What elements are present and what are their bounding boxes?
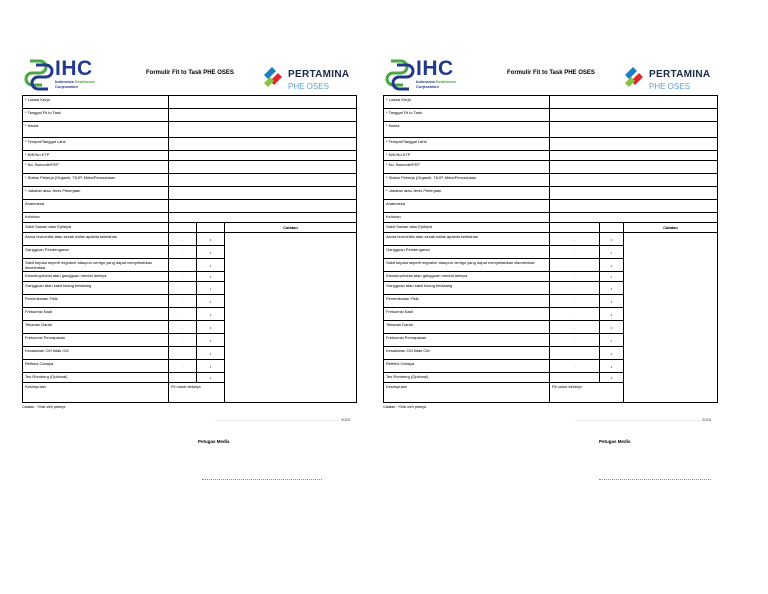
field-value[interactable] xyxy=(550,213,718,223)
check-label: Pemeriksaan Fisik xyxy=(384,295,550,308)
field-label: * No. Barcode/FEP xyxy=(23,161,169,174)
field-value[interactable] xyxy=(169,122,357,138)
field-value[interactable] xyxy=(550,109,718,122)
check-cell[interactable]: . xyxy=(550,347,600,360)
check-cell[interactable]: • xyxy=(197,321,225,334)
fit-to-task-table xyxy=(383,95,718,403)
check-cell[interactable]: . xyxy=(550,246,600,259)
table-row xyxy=(384,138,718,151)
check-cell[interactable]: • xyxy=(197,282,225,295)
check-cell[interactable]: • xyxy=(197,295,225,308)
check-cell[interactable]: . xyxy=(550,259,600,272)
check-cell[interactable]: • xyxy=(197,373,225,383)
table-row xyxy=(384,109,718,122)
field-value[interactable] xyxy=(169,96,357,109)
table-row xyxy=(384,213,718,223)
check-label: Sakit kepala seperti migraine ataupun vertigo yang dapat menyebabkan disorientasi xyxy=(23,259,169,272)
check-cell[interactable]: • xyxy=(600,334,624,347)
table-row xyxy=(23,233,357,246)
check-label: Gangguan atau sakit tulang belakang xyxy=(384,282,550,295)
check-cell[interactable]: . xyxy=(169,295,197,308)
ihc-wordmark: IHC xyxy=(416,57,454,80)
form-title: Formulir Fit to Task PHE OSES xyxy=(507,70,595,76)
check-cell[interactable] xyxy=(169,223,197,233)
check-cell[interactable]: • xyxy=(600,246,624,259)
pertamina-wordmark: PERTAMINA xyxy=(649,69,711,80)
check-label: Klaustrophobia atau gangguan mental lainnya xyxy=(23,272,169,282)
fit-option[interactable]: Fit untuk bekerja xyxy=(550,383,624,403)
table-row xyxy=(23,187,357,200)
table-row xyxy=(23,161,357,174)
table-row xyxy=(384,174,718,187)
check-cell[interactable]: • xyxy=(197,308,225,321)
pertamina-subtitle: PHE OSES xyxy=(649,82,690,91)
table-row xyxy=(384,200,718,213)
table-row xyxy=(23,174,357,187)
table-row xyxy=(23,96,357,109)
field-label: Keluhan xyxy=(384,213,550,223)
fit-option[interactable]: Fit untuk bekerja xyxy=(169,383,225,403)
date-line[interactable]: .............................................................................. 2023 xyxy=(575,417,711,422)
form-right xyxy=(383,58,717,483)
kesimpulan-label: Kesimpulan xyxy=(384,383,550,403)
footnote: Catatan : *Diisi oleh pekerja xyxy=(383,405,427,409)
ihc-wordmark: IHC xyxy=(55,57,93,80)
table-row xyxy=(23,138,357,151)
check-cell[interactable]: • xyxy=(600,233,624,246)
signature-line[interactable] xyxy=(599,479,711,480)
field-label: * Status Pekerja (Organik, TKJP, Mitra/Perusahaan xyxy=(23,174,169,187)
field-value[interactable] xyxy=(550,161,718,174)
ihc-mark-icon xyxy=(385,59,415,91)
pertamina-subtitle: PHE OSES xyxy=(288,82,329,91)
check-label: Refleks Cahaya xyxy=(384,360,550,373)
check-label: Gangguan Pendengaran xyxy=(23,246,169,259)
field-value[interactable] xyxy=(550,187,718,200)
check-label: Tes Romberg (Optional) xyxy=(23,373,169,383)
form-title: Formulir Fit to Task PHE OSES xyxy=(146,70,234,76)
check-cell[interactable]: • xyxy=(197,334,225,347)
check-cell[interactable]: • xyxy=(600,282,624,295)
check-label: Asma bronchitis atau sesak nafas apabila kelelahan xyxy=(23,233,169,246)
check-label: Sakit Sawan atau Epilepsi xyxy=(23,223,169,233)
check-cell[interactable]: • xyxy=(197,347,225,360)
check-cell[interactable]: . xyxy=(169,282,197,295)
table-row xyxy=(384,187,718,200)
field-label: * Tempat/Tanggal Lahir xyxy=(384,138,550,151)
catatan-area[interactable] xyxy=(624,233,718,403)
form-header xyxy=(383,58,717,95)
check-cell[interactable] xyxy=(550,223,600,233)
check-cell[interactable]: • xyxy=(600,321,624,334)
check-cell[interactable]: • xyxy=(197,233,225,246)
check-label: Frekuensi Pernapasan xyxy=(23,334,169,347)
check-cell[interactable]: • xyxy=(600,308,624,321)
field-label: * Nama xyxy=(384,122,550,138)
ihc-subtitle: Indonesia Healthcare Corporation xyxy=(416,79,457,89)
petugas-medis-label: Petugas Medis xyxy=(599,439,631,444)
ihc-logo xyxy=(22,58,132,92)
check-cell[interactable]: • xyxy=(600,272,624,282)
field-value[interactable] xyxy=(169,109,357,122)
field-value[interactable] xyxy=(169,161,357,174)
catatan-header: Catatan xyxy=(225,223,357,233)
check-cell[interactable]: . xyxy=(169,233,197,246)
table-row xyxy=(384,161,718,174)
check-label: Asma bronchitis atau sesak nafas apabila kelelahan xyxy=(384,233,550,246)
field-label: * Lokasi Kerja xyxy=(23,96,169,109)
pertamina-logo xyxy=(623,64,718,94)
date-line[interactable]: .............................................................................. 2023 xyxy=(214,417,350,422)
check-label: Frekuensi Nadi xyxy=(384,308,550,321)
table-row xyxy=(23,213,357,223)
kesimpulan-label: Kesimpulan xyxy=(23,383,169,403)
check-cell[interactable]: . xyxy=(550,308,600,321)
pertamina-mark-icon xyxy=(623,65,647,89)
check-cell[interactable]: . xyxy=(169,360,197,373)
ihc-logo xyxy=(383,58,493,92)
field-label: * No. Barcode/FEP xyxy=(384,161,550,174)
field-value[interactable] xyxy=(169,213,357,223)
check-cell[interactable]: . xyxy=(550,373,600,383)
field-label: * Tempat/Tanggal Lahir xyxy=(23,138,169,151)
table-row xyxy=(384,96,718,109)
field-value[interactable] xyxy=(550,122,718,138)
check-label: Frekuensi Pernapasan xyxy=(384,334,550,347)
signature-line[interactable] xyxy=(202,479,322,480)
check-cell[interactable]: . xyxy=(169,373,197,383)
check-cell[interactable]: . xyxy=(169,334,197,347)
check-label: Tekanan Darah xyxy=(23,321,169,334)
field-label: * Tanggal Fit to Task xyxy=(23,109,169,122)
check-cell[interactable]: • xyxy=(600,360,624,373)
check-cell[interactable]: . xyxy=(169,347,197,360)
field-label: * Lokasi Kerja xyxy=(384,96,550,109)
table-row xyxy=(384,151,718,161)
field-label: Anamnesa xyxy=(23,200,169,213)
table-row xyxy=(23,151,357,161)
check-cell[interactable]: . xyxy=(550,334,600,347)
field-value[interactable] xyxy=(169,200,357,213)
field-value[interactable] xyxy=(550,174,718,187)
field-label: * NIK/No.KTP xyxy=(23,151,169,161)
catatan-header: Catatan xyxy=(624,223,718,233)
field-value[interactable] xyxy=(550,96,718,109)
form-left xyxy=(22,58,356,483)
check-cell[interactable]: • xyxy=(600,295,624,308)
check-cell[interactable]: . xyxy=(550,233,600,246)
check-label: Tekanan Darah xyxy=(384,321,550,334)
petugas-medis-label: Petugas Medis xyxy=(198,439,230,444)
check-cell[interactable]: • xyxy=(600,373,624,383)
field-label: * Jabatan atau Jenis Pekerjaan xyxy=(23,187,169,200)
check-cell[interactable]: • xyxy=(197,272,225,282)
form-footer xyxy=(383,403,717,483)
field-label: * Nama xyxy=(23,122,169,138)
check-cell[interactable]: . xyxy=(550,282,600,295)
field-value[interactable] xyxy=(169,187,357,200)
field-label: Keluhan xyxy=(23,213,169,223)
check-cell[interactable]: • xyxy=(600,347,624,360)
table-row xyxy=(23,122,357,138)
check-cell[interactable] xyxy=(197,223,225,233)
table-row xyxy=(23,223,357,233)
table-row xyxy=(384,223,718,233)
check-label: Pemeriksaan Fisik xyxy=(23,295,169,308)
check-cell[interactable]: • xyxy=(197,259,225,272)
check-label: Sakit kepala seperti migraine ataupun vertigo yang dapat menyebabkan disorientasi xyxy=(384,259,550,272)
ihc-mark-icon xyxy=(24,59,54,91)
form-header xyxy=(22,58,356,95)
field-value[interactable] xyxy=(550,138,718,151)
check-label: Klaustrophobia atau gangguan mental lainnya xyxy=(384,272,550,282)
check-label: Tes Romberg (Optional) xyxy=(384,373,550,383)
check-cell[interactable]: • xyxy=(197,360,225,373)
table-row xyxy=(384,122,718,138)
check-cell[interactable]: . xyxy=(169,272,197,282)
check-cell[interactable]: . xyxy=(169,259,197,272)
field-value[interactable] xyxy=(550,151,718,161)
form-footer xyxy=(22,403,356,483)
check-label: Gangguan atau sakit tulang belakang xyxy=(23,282,169,295)
check-cell[interactable]: • xyxy=(197,246,225,259)
check-cell[interactable] xyxy=(600,223,624,233)
table-row xyxy=(23,200,357,213)
check-cell[interactable]: . xyxy=(550,360,600,373)
check-label: Gangguan Pendengaran xyxy=(384,246,550,259)
footnote: Catatan : *Diisi oleh pekerja xyxy=(22,405,66,409)
check-cell[interactable]: . xyxy=(169,246,197,259)
field-label: Anamnesa xyxy=(384,200,550,213)
field-value[interactable] xyxy=(169,174,357,187)
field-value[interactable] xyxy=(169,151,357,161)
catatan-area[interactable] xyxy=(225,233,357,403)
pertamina-wordmark: PERTAMINA xyxy=(288,69,350,80)
field-value[interactable] xyxy=(169,138,357,151)
table-row xyxy=(384,233,718,246)
pertamina-mark-icon xyxy=(262,65,286,89)
check-label: Kesadaran CM tidak CM xyxy=(384,347,550,360)
pertamina-logo xyxy=(262,64,357,94)
fit-to-task-table xyxy=(22,95,357,403)
field-label: * Status Pekerja (Organik, TKJP, Mitra/Perusahaan xyxy=(384,174,550,187)
ihc-subtitle: Indonesia Healthcare Corporation xyxy=(55,79,96,89)
check-cell[interactable]: . xyxy=(550,321,600,334)
check-cell[interactable]: . xyxy=(550,295,600,308)
check-label: Sakit Sawan atau Epilepsi xyxy=(384,223,550,233)
field-label: * Tanggal Fit to Task xyxy=(384,109,550,122)
check-label: Frekuensi Nadi xyxy=(23,308,169,321)
check-label: Kesadaran CM tidak CM xyxy=(23,347,169,360)
check-cell[interactable]: . xyxy=(169,308,197,321)
table-row xyxy=(23,109,357,122)
check-cell[interactable]: . xyxy=(169,321,197,334)
check-label: Refleks Cahaya xyxy=(23,360,169,373)
field-label: * NIK/No.KTP xyxy=(384,151,550,161)
check-cell[interactable]: • xyxy=(600,259,624,272)
check-cell[interactable]: . xyxy=(550,272,600,282)
field-label: * Jabatan atau Jenis Pekerjaan xyxy=(384,187,550,200)
field-value[interactable] xyxy=(550,200,718,213)
